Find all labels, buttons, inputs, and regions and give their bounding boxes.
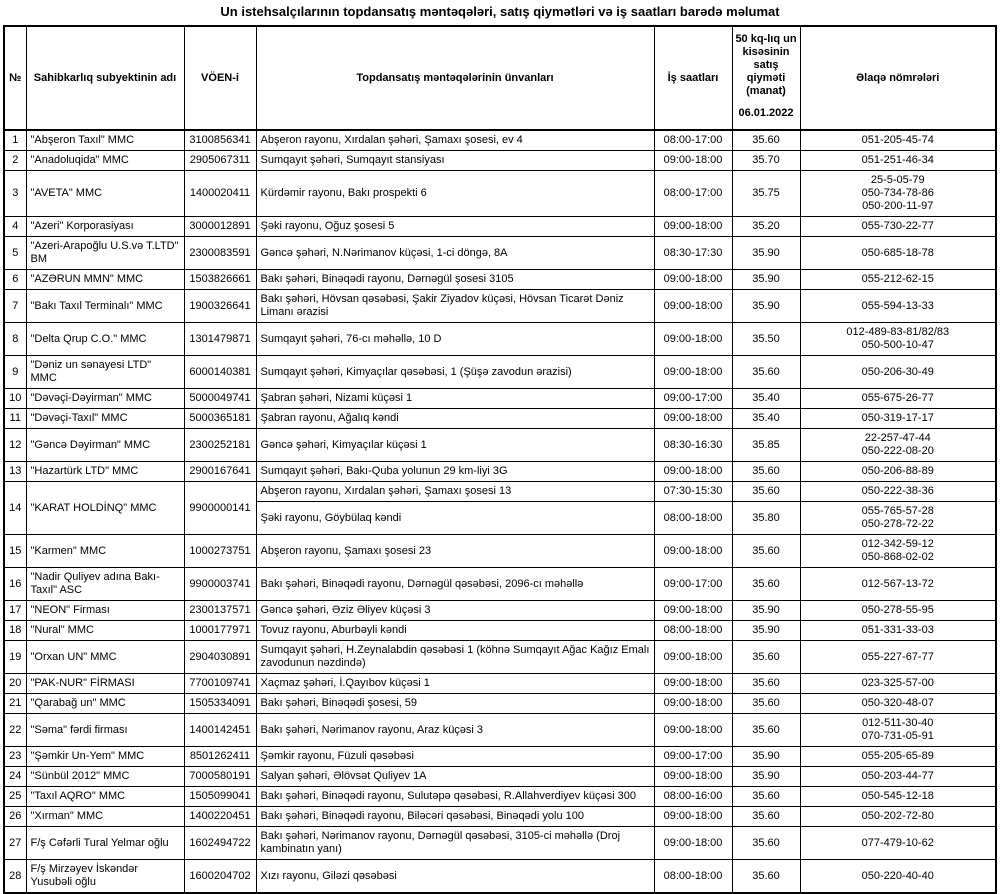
price-cell: 35.90	[732, 290, 800, 323]
price-cell: 35.90	[732, 767, 800, 787]
row-number-cell: 24	[4, 767, 26, 787]
table-header	[4, 26, 996, 130]
voen-cell: 1400020411	[184, 171, 256, 217]
phone-number: 023-325-57-00	[861, 677, 934, 689]
address-cell: Şabran şəhəri, Nizami küçəsi 1	[256, 389, 654, 409]
row-number-cell: 5	[4, 237, 26, 270]
contact-cell	[800, 356, 996, 389]
voen-cell: 6000140381	[184, 356, 256, 389]
work-hours-cell: 09:00-18:00	[654, 694, 732, 714]
price-header-date: 06.01.2022	[738, 107, 794, 119]
contact-cell	[800, 462, 996, 482]
price-cell: 35.80	[732, 502, 800, 535]
contact-cell	[800, 482, 996, 502]
table-row	[4, 694, 996, 714]
work-hours-cell: 09:00-18:00	[654, 641, 732, 674]
contact-cell	[800, 694, 996, 714]
row-number-cell: 18	[4, 621, 26, 641]
contact-cell	[800, 621, 996, 641]
work-hours-cell: 09:00-18:00	[654, 535, 732, 568]
voen-cell: 1503826661	[184, 270, 256, 290]
work-hours-cell: 09:00-18:00	[654, 807, 732, 827]
voen-cell: 9900000141	[184, 482, 256, 535]
voen-cell: 1400220451	[184, 807, 256, 827]
contact-cell	[800, 714, 996, 747]
voen-cell: 2904030891	[184, 641, 256, 674]
row-number-cell: 1	[4, 130, 26, 151]
phone-number: 050-220-40-40	[861, 869, 934, 882]
address-cell: Sumqayıt şəhəri, H.Zeynalabdin qəsəbəsi 1 (köhnə Sumqayıt Ağac Kağız Emalı zavodunun nəzdində)	[256, 641, 654, 674]
contact-cell	[800, 787, 996, 807]
contact-cell	[800, 171, 996, 217]
table-row	[4, 270, 996, 290]
table-row	[4, 409, 996, 429]
price-header-wrap	[733, 30, 800, 126]
table-row	[4, 462, 996, 482]
address-cell: Sumqayıt şəhəri, Sumqayıt stansiyası	[256, 151, 654, 171]
contact-cell	[800, 389, 996, 409]
company-name-cell: "Dəvəçi-Taxıl" MMC	[26, 409, 184, 429]
company-name-cell: "Sünbül 2012" MMC	[26, 767, 184, 787]
company-name-cell: "Səma" fərdi firması	[26, 714, 184, 747]
phone-number: 050-206-30-49	[861, 365, 934, 378]
company-name-cell: F/ş Mirzəyev İskəndər Yusubəli oğlu	[26, 860, 184, 894]
row-number-cell: 7	[4, 290, 26, 323]
phone-number: 050-868-02-02	[861, 551, 934, 563]
address-cell: Şəmkir rayonu, Füzuli qəsəbəsi	[256, 747, 654, 767]
phone-number: 050-734-78-86	[861, 187, 934, 199]
price-cell: 35.90	[732, 270, 800, 290]
contact-cell	[800, 747, 996, 767]
phone-number: 070-731-05-91	[861, 730, 934, 742]
contact-cell	[800, 641, 996, 674]
work-hours-cell: 09:00-18:00	[654, 462, 732, 482]
row-number-cell: 28	[4, 860, 26, 894]
company-name-cell: "Orxan UN" MMC	[26, 641, 184, 674]
price-cell: 35.40	[732, 389, 800, 409]
table-row	[4, 767, 996, 787]
contact-cell	[800, 290, 996, 323]
col-header-company-name: Sahibkarlıq subyektinin adı	[26, 26, 184, 130]
phone-number: 050-222-08-20	[861, 445, 934, 457]
address-cell: Abşeron rayonu, Xırdalan şəhəri, Şamaxı şosesi, ev 4	[256, 130, 654, 151]
phone-number: 050-278-55-95	[861, 604, 934, 616]
company-name-cell: "Azeri" Korporasiyası	[26, 217, 184, 237]
table-row	[4, 290, 996, 323]
company-name-cell: "Azeri-Arapoğlu U.S.və T.LTD" BM	[26, 237, 184, 270]
table-row	[4, 429, 996, 462]
contact-cell	[800, 270, 996, 290]
work-hours-cell: 09:00-18:00	[654, 270, 732, 290]
table-row	[4, 827, 996, 860]
row-number-cell: 9	[4, 356, 26, 389]
row-number-cell: 25	[4, 787, 26, 807]
phone-number: 050-206-88-89	[861, 465, 934, 477]
table-row	[4, 568, 996, 601]
contact-cell	[800, 535, 996, 568]
address-cell: Şabran rayonu, Ağalıq kəndi	[256, 409, 654, 429]
col-header-number: №	[4, 26, 26, 130]
row-number-cell: 13	[4, 462, 26, 482]
company-name-cell: "Xırman" MMC	[26, 807, 184, 827]
work-hours-cell: 09:00-18:00	[654, 827, 732, 860]
work-hours-cell: 09:00-18:00	[654, 767, 732, 787]
price-cell: 35.20	[732, 217, 800, 237]
company-name-cell: "Bakı Taxıl Terminalı" MMC	[26, 290, 184, 323]
work-hours-cell: 08:30-17:30	[654, 237, 732, 270]
row-number-cell: 15	[4, 535, 26, 568]
work-hours-cell: 08:00-17:00	[654, 130, 732, 151]
col-header-hours: İş saatları	[654, 26, 732, 130]
table-row	[4, 674, 996, 694]
table-body	[4, 130, 996, 893]
address-cell: Şəki rayonu, Göybülaq kəndi	[256, 502, 654, 535]
voen-cell: 2300137571	[184, 601, 256, 621]
contact-cell	[800, 323, 996, 356]
table-row	[4, 482, 996, 502]
row-number-cell: 4	[4, 217, 26, 237]
contact-cell	[800, 674, 996, 694]
table-row	[4, 237, 996, 270]
contact-cell	[800, 827, 996, 860]
voen-cell: 7700109741	[184, 674, 256, 694]
voen-cell: 5000049741	[184, 389, 256, 409]
table-row	[4, 641, 996, 674]
price-cell: 35.40	[732, 409, 800, 429]
table-row	[4, 714, 996, 747]
page-title: Un istehsalçılarının topdansatış məntəqələri, satış qiymətləri və iş saatları barədə məlumat	[220, 4, 780, 19]
row-number-cell: 12	[4, 429, 26, 462]
phone-number: 012-511-30-40	[862, 717, 934, 729]
work-hours-cell: 08:00-16:00	[654, 787, 732, 807]
address-cell: Bakı şəhəri, Binəqədi şosesi, 59	[256, 694, 654, 714]
contact-cell	[800, 502, 996, 535]
contact-cell	[800, 151, 996, 171]
voen-cell: 2900167641	[184, 462, 256, 482]
voen-cell: 8501262411	[184, 747, 256, 767]
header-row	[4, 26, 996, 130]
phone-number: 012-567-13-72	[861, 577, 934, 590]
phone-number: 050-203-44-77	[861, 770, 934, 782]
company-name-cell: "KARAT HOLDİNQ" MMC	[26, 482, 184, 535]
voen-cell: 2300083591	[184, 237, 256, 270]
phone-number: 25-5-05-79	[870, 174, 925, 186]
row-number-cell: 2	[4, 151, 26, 171]
phone-number: 050-320-48-07	[861, 697, 934, 709]
phone-number: 055-675-26-77	[861, 392, 934, 404]
work-hours-cell: 09:00-18:00	[654, 409, 732, 429]
phone-number: 050-200-11-97	[862, 200, 934, 212]
price-cell: 35.60	[732, 356, 800, 389]
price-cell: 35.60	[732, 860, 800, 894]
phone-number: 055-594-13-33	[861, 299, 934, 312]
table-row	[4, 535, 996, 568]
price-cell: 35.75	[732, 171, 800, 217]
col-header-address: Topdansatış məntəqələrinin ünvanları	[256, 26, 654, 130]
address-cell: Sumqayıt şəhəri, Kimyaçılar qəsəbəsi, 1 (Şüşə zavodun ərazisi)	[256, 356, 654, 389]
price-cell: 35.60	[732, 641, 800, 674]
company-name-cell: F/ş Cəfərli Tural Yelmar oğlu	[26, 827, 184, 860]
phone-number: 051-251-46-34	[861, 154, 934, 166]
work-hours-cell: 08:00-18:00	[654, 621, 732, 641]
contact-cell	[800, 429, 996, 462]
voen-cell: 1900326641	[184, 290, 256, 323]
contact-cell	[800, 217, 996, 237]
col-header-price	[732, 26, 800, 130]
price-cell: 35.60	[732, 130, 800, 151]
address-cell: Sumqayıt şəhəri, Bakı-Quba yolunun 29 km-liyi 3G	[256, 462, 654, 482]
address-cell: Bakı şəhəri, Hövsan qəsəbəsi, Şakir Ziyadov küçəsi, Hövsan Ticarət Dəniz Limanı ərazisi	[256, 290, 654, 323]
work-hours-cell: 08:00-18:00	[654, 860, 732, 894]
company-name-cell: "Qarabağ un" MMC	[26, 694, 184, 714]
phone-number: 012-489-83-81/82/83	[846, 326, 950, 338]
phone-number: 22-257-47-44	[864, 432, 931, 444]
row-number-cell: 10	[4, 389, 26, 409]
table-row	[4, 217, 996, 237]
price-header-label: 50 kq-lıq un kisəsinin satış qiyməti (manat)	[735, 33, 797, 97]
address-cell: Xaçmaz şəhəri, İ.Qayıbov küçəsi 1	[256, 674, 654, 694]
company-name-cell: "PAK-NUR" FİRMASI	[26, 674, 184, 694]
company-name-cell: "Karmen" MMC	[26, 535, 184, 568]
address-cell: Gəncə şəhəri, Əziz Əliyev küçəsi 3	[256, 601, 654, 621]
address-cell: Gəncə şəhəri, Kimyaçılar küçəsi 1	[256, 429, 654, 462]
row-number-cell: 22	[4, 714, 26, 747]
voen-cell: 2905067311	[184, 151, 256, 171]
price-cell: 35.90	[732, 747, 800, 767]
address-cell: Abşeron rayonu, Xırdalan şəhəri, Şamaxı şosesi 13	[256, 482, 654, 502]
phone-number: 055-765-57-28	[861, 505, 934, 517]
address-cell: Tovuz rayonu, Aburbəyli kəndi	[256, 621, 654, 641]
table-row	[4, 323, 996, 356]
work-hours-cell: 09:00-18:00	[654, 151, 732, 171]
address-cell: Bakı şəhəri, Binəqədi rayonu, Dərnəgül şosesi 3105	[256, 270, 654, 290]
work-hours-cell: 09:00-18:00	[654, 674, 732, 694]
address-cell: Xızı rayonu, Giləzi qəsəbəsi	[256, 860, 654, 894]
work-hours-cell: 09:00-18:00	[654, 323, 732, 356]
voen-cell: 1505334091	[184, 694, 256, 714]
price-cell: 35.60	[732, 714, 800, 747]
work-hours-cell: 09:00-18:00	[654, 290, 732, 323]
price-cell: 35.60	[732, 694, 800, 714]
phone-number: 050-545-12-18	[861, 790, 934, 802]
work-hours-cell: 09:00-18:00	[654, 217, 732, 237]
row-number-cell: 11	[4, 409, 26, 429]
phone-number: 055-730-22-77	[861, 220, 934, 232]
company-name-cell: "Dəvəçi-Dəyirman" MMC	[26, 389, 184, 409]
contact-cell	[800, 860, 996, 894]
voen-cell: 1602494722	[184, 827, 256, 860]
voen-cell: 2300252181	[184, 429, 256, 462]
voen-cell: 1000273751	[184, 535, 256, 568]
work-hours-cell: 07:30-15:30	[654, 482, 732, 502]
voen-cell: 7000580191	[184, 767, 256, 787]
voen-cell: 3100856341	[184, 130, 256, 151]
company-name-cell: "NEON" Firması	[26, 601, 184, 621]
phone-number: 055-227-67-77	[861, 650, 934, 663]
company-name-cell: "Nadir Quliyev adına Bakı-Taxıl" ASC	[26, 568, 184, 601]
address-cell: Bakı şəhəri, Binəqədi rayonu, Dərnəgül qəsəbəsi, 2096-cı məhəllə	[256, 568, 654, 601]
price-cell: 35.60	[732, 787, 800, 807]
voen-cell: 3000012891	[184, 217, 256, 237]
phone-number: 050-202-72-80	[861, 810, 934, 822]
company-name-cell: "AZƏRUN MMN" MMC	[26, 270, 184, 290]
voen-cell: 9900003741	[184, 568, 256, 601]
work-hours-cell: 09:00-18:00	[654, 356, 732, 389]
row-number-cell: 21	[4, 694, 26, 714]
company-name-cell: "Abşeron Taxıl" MMC	[26, 130, 184, 151]
address-cell: Kürdəmir rayonu, Bakı prospekti 6	[256, 171, 654, 217]
contact-cell	[800, 409, 996, 429]
price-cell: 35.70	[732, 151, 800, 171]
phone-number: 050-685-18-78	[861, 246, 934, 259]
address-cell: Bakı şəhəri, Nərimanov rayonu, Dərnəgül qəsəbəsi, 3105-ci məhəllə (Droj kambinatın yanı)	[256, 827, 654, 860]
producers-table	[3, 25, 997, 894]
company-name-cell: "AVETA" MMC	[26, 171, 184, 217]
table-row	[4, 601, 996, 621]
address-cell: Gəncə şəhəri, N.Nərimanov küçəsi, 1-ci döngə, 8A	[256, 237, 654, 270]
company-name-cell: "Dəniz un sənayesi LTD" MMC	[26, 356, 184, 389]
price-cell: 35.60	[732, 462, 800, 482]
address-cell: Bakı şəhəri, Binəqədi rayonu, Sulutəpə qəsəbəsi, R.Allahverdiyev küçəsi 300	[256, 787, 654, 807]
phone-number: 051-205-45-74	[861, 134, 934, 146]
address-cell: Bakı şəhəri, Binəqədi rayonu, Biləcəri qəsəbəsi, Binəqədi yolu 100	[256, 807, 654, 827]
contact-cell	[800, 767, 996, 787]
company-name-cell: "Nural" MMC	[26, 621, 184, 641]
row-number-cell: 17	[4, 601, 26, 621]
table-row	[4, 747, 996, 767]
price-cell: 35.60	[732, 535, 800, 568]
price-cell: 35.60	[732, 807, 800, 827]
company-name-cell: "Taxıl AQRO" MMC	[26, 787, 184, 807]
table-row	[4, 151, 996, 171]
work-hours-cell: 09:00-17:00	[654, 568, 732, 601]
contact-cell	[800, 130, 996, 151]
price-cell: 35.60	[732, 482, 800, 502]
price-cell: 35.90	[732, 237, 800, 270]
table-row	[4, 787, 996, 807]
work-hours-cell: 09:00-17:00	[654, 389, 732, 409]
table-row	[4, 389, 996, 409]
work-hours-cell: 08:30-16:30	[654, 429, 732, 462]
row-number-cell: 16	[4, 568, 26, 601]
work-hours-cell: 08:00-18:00	[654, 502, 732, 535]
row-number-cell: 27	[4, 827, 26, 860]
price-cell: 35.60	[732, 674, 800, 694]
address-cell: Şəki rayonu, Oğuz şosesi 5	[256, 217, 654, 237]
phone-number: 055-205-65-89	[861, 750, 934, 762]
company-name-cell: "Hazartürk LTD" MMC	[26, 462, 184, 482]
work-hours-cell: 08:00-17:00	[654, 171, 732, 217]
price-cell: 35.90	[732, 621, 800, 641]
row-number-cell: 14	[4, 482, 26, 535]
row-number-cell: 20	[4, 674, 26, 694]
address-cell: Salyan şəhəri, Əlövsət Quliyev 1A	[256, 767, 654, 787]
phone-number: 051-331-33-03	[861, 624, 934, 636]
phone-number: 055-212-62-15	[861, 273, 934, 285]
voen-cell: 5000365181	[184, 409, 256, 429]
row-number-cell: 19	[4, 641, 26, 674]
contact-cell	[800, 601, 996, 621]
table-row	[4, 807, 996, 827]
phone-number: 050-319-17-17	[861, 412, 934, 424]
work-hours-cell: 09:00-18:00	[654, 601, 732, 621]
voen-cell: 1400142451	[184, 714, 256, 747]
phone-number: 050-278-72-22	[861, 518, 934, 530]
table-row	[4, 171, 996, 217]
contact-cell	[800, 237, 996, 270]
row-number-cell: 8	[4, 323, 26, 356]
price-cell: 35.60	[732, 827, 800, 860]
phone-number: 050-222-38-36	[861, 485, 934, 497]
company-name-cell: "Delta Qrup C.O." MMC	[26, 323, 184, 356]
company-name-cell: "Anadoluqida" MMC	[26, 151, 184, 171]
phone-number: 012-342-59-12	[861, 538, 934, 550]
row-number-cell: 23	[4, 747, 26, 767]
price-cell: 35.50	[732, 323, 800, 356]
contact-cell	[800, 807, 996, 827]
company-name-cell: "Şəmkir Un-Yem" MMC	[26, 747, 184, 767]
work-hours-cell: 09:00-17:00	[654, 747, 732, 767]
col-header-voen: VÖEN-i	[184, 26, 256, 130]
table-row	[4, 356, 996, 389]
row-number-cell: 26	[4, 807, 26, 827]
price-cell: 35.85	[732, 429, 800, 462]
voen-cell: 1000177971	[184, 621, 256, 641]
voen-cell: 1505099041	[184, 787, 256, 807]
table-row	[4, 621, 996, 641]
voen-cell: 1600204702	[184, 860, 256, 894]
address-cell: Bakı şəhəri, Nərimanov rayonu, Araz küçəsi 3	[256, 714, 654, 747]
address-cell: Abşeron rayonu, Şamaxı şosesi 23	[256, 535, 654, 568]
company-name-cell: "Gəncə Dəyirman" MMC	[26, 429, 184, 462]
table-row	[4, 130, 996, 151]
row-number-cell: 6	[4, 270, 26, 290]
price-cell: 35.90	[732, 601, 800, 621]
voen-cell: 1301479871	[184, 323, 256, 356]
col-header-contacts: Əlaqə nömrələri	[800, 26, 996, 130]
phone-number: 050-500-10-47	[861, 339, 934, 351]
price-cell: 35.60	[732, 568, 800, 601]
phone-number: 077-479-10-62	[861, 836, 934, 849]
address-cell: Sumqayıt şəhəri, 76-cı məhəllə, 10 D	[256, 323, 654, 356]
work-hours-cell: 09:00-18:00	[654, 714, 732, 747]
table-row	[4, 860, 996, 894]
row-number-cell: 3	[4, 171, 26, 217]
contact-cell	[800, 568, 996, 601]
